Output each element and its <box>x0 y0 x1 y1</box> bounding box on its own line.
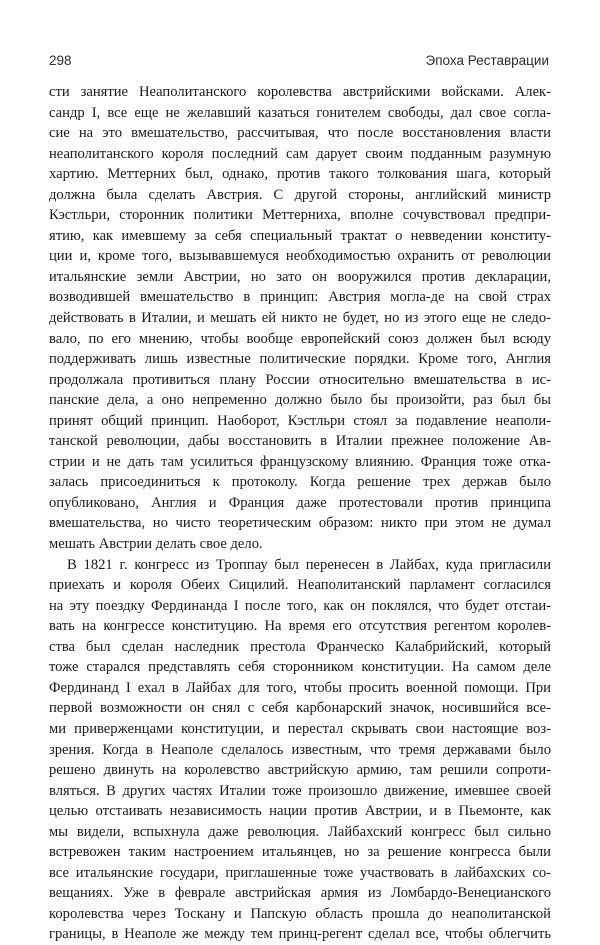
text-line: все итальянские государи, приглашенные тоже участвовать в лайбахских со- <box>49 864 551 881</box>
text-line: Кэстльри, сторонник политики Меттерниха, вполне сочувствовал предпри- <box>49 207 551 224</box>
text-line: итальянские земли Австрии, но зато он вооружился против декларации, <box>49 268 551 285</box>
text-line: на эту поездку Фердинанда I после того, как он поклялся, что будет отстаи- <box>49 597 551 614</box>
text-line: действовать в Италии, и мешать ей никто не будет, но из этого еще не следо- <box>49 310 551 327</box>
page-number: 298 <box>49 53 72 68</box>
text-line: должна была сделать Австрия. С другой стороны, английский министр <box>49 186 551 203</box>
text-line: вало, по его мнению, чтобы вообще европейский союз должен был всюду <box>49 330 551 347</box>
text-line: стрии и не дать там усилиться французскому влиянию. Франция тоже отка- <box>49 453 551 470</box>
body-text <box>49 82 551 945</box>
text-line: сти занятие Неаполитанского королевства австрийскими войсками. Алек- <box>49 84 551 100</box>
page-header <box>49 53 549 73</box>
text-line: решено двинуть на королевство австрийскую армию, там решили сопроти- <box>49 762 551 779</box>
text-line: ятию, как имевшему за себя специальный трактат о невведении конститу- <box>49 227 551 244</box>
text-line: вмешательства, но чисто теоретическим образом: никто при этом не думал <box>49 515 551 532</box>
text-line: зрения. Когда в Неаполе сделалось известным, что тремя державами было <box>49 741 551 758</box>
text-line: принят общий принцип. Наоборот, Кэстльри стоял за подавление неаполи- <box>49 412 551 429</box>
text-line: целью отстаивать независимость нации против Австрии, и в Пьемонте, как <box>49 803 551 820</box>
text-line: панские дела, а оно непременно должно было бы произойти, раз был бы <box>49 392 551 409</box>
text-line: мешать Австрии делать свое дело. <box>49 536 263 553</box>
text-line: В 1821 г. конгресс из Троппау был перенесен в Лайбах, куда пригласили <box>67 556 551 573</box>
text-line: королевства через Тоскану и Папскую область прошла до неаполитанской <box>49 905 551 922</box>
text-line: Фердинанд I ехал в Лайбах для того, чтобы просить военной помощи. При <box>49 679 551 696</box>
text-line: вляться. В других частях Италии тоже произошло движение, имевшее своей <box>49 782 551 799</box>
text-line: продолжала противиться плану России относительно вмешательства в ис- <box>49 371 551 388</box>
text-line: вать на конгрессе конституцию. На время его отсутствия регентом королев- <box>49 618 551 635</box>
text-line: границы, в Неаполе же между тем принц-регент сделал все, чтобы облегчить <box>49 926 551 943</box>
paragraph <box>49 555 551 945</box>
text-line: опубликовано, Англия и Франция даже протестовали против принципа <box>49 494 551 511</box>
text-line: сандр I, все еще не желавший казаться гонителем свободы, дал свое согла- <box>49 104 551 121</box>
text-line: вещаниях. Уже в феврале австрийская армия из Ломбардо-Венецианского <box>49 885 551 902</box>
text-line: ми приверженцами конституции, и перестал скрывать свои настоящие воз- <box>49 720 551 737</box>
text-line: тоже старался представлять себя сторонником конституции. На самом деле <box>49 659 551 676</box>
text-line: встревожен таким настроением итальянцев, но за решение конгресса были <box>49 844 551 861</box>
text-line: первой возможности он снял с себя карбонарский значок, носившийся все- <box>49 700 551 717</box>
text-line: танской революции, дабы восстановить в Италии прежнее положение Ав- <box>49 433 551 450</box>
text-line: сие на это вмешательство, рассчитывая, что после восстановления власти <box>49 125 551 142</box>
text-line: залась присоединиться к протоколу. Когда решение трех держав было <box>49 474 551 491</box>
text-line: ства был сделан наследник престола Франческо Калабрийский, который <box>49 638 551 655</box>
text-line: поддерживать лишь известные политические порядки. Кроме того, Англия <box>49 351 551 368</box>
text-line: хартию. Меттерних был, однако, против такого толкования шага, который <box>49 166 551 183</box>
text-line: неаполитанского короля последний сам дарует своим подданным разумную <box>49 145 551 162</box>
paragraph <box>49 82 551 555</box>
text-line: возводившей вмешательство в принцип: Австрия могла-де на свой страх <box>49 289 551 306</box>
text-line: ции и, кроме того, вызывавшемуся необходимостью охранить от революции <box>49 248 551 265</box>
text-line: приехать и короля Обеих Сицилий. Неаполитанский парламент согласился <box>49 577 551 594</box>
running-head: Эпоха Реставрации <box>425 53 549 68</box>
text-line: мы видели, вспыхнула даже революция. Лайбахский конгресс был сильно <box>49 823 551 840</box>
